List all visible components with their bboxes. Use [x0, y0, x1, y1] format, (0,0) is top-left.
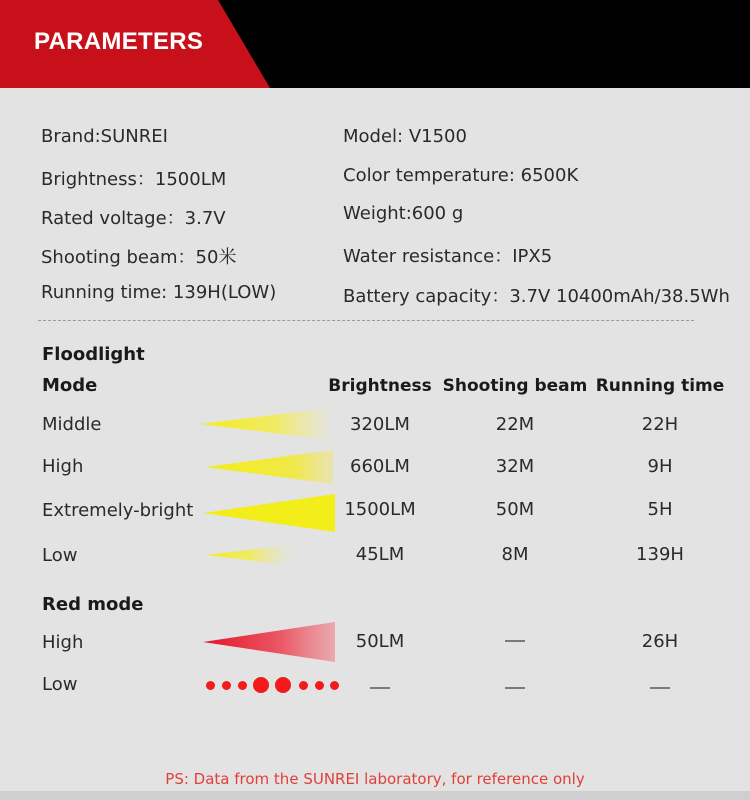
- spec-color-temperature: Color temperature: 6500K: [343, 165, 579, 186]
- red-dot: [222, 681, 231, 690]
- cell-runtime: 139H: [636, 544, 684, 565]
- empty-dash: [650, 687, 670, 689]
- cell-runtime: 5H: [647, 499, 673, 520]
- spec-weight: Weight:600 g: [343, 203, 464, 224]
- red-dot: [206, 681, 215, 690]
- empty-dash: [505, 687, 525, 689]
- spec-model: Model: V1500: [343, 126, 467, 147]
- cell-beam: 50M: [495, 499, 535, 520]
- bottom-bar: [0, 791, 750, 800]
- spec-water-resistance: Water resistance：IPX5: [343, 246, 553, 267]
- floodlight-title: Floodlight: [42, 344, 145, 365]
- column-shooting-beam: Shooting beam: [442, 376, 588, 396]
- cell-brightness: 660LM: [350, 456, 410, 477]
- spec-brand: Brand:SUNREI: [41, 126, 168, 147]
- cell-runtime: 22H: [641, 414, 679, 435]
- row-red-low: Low: [42, 674, 78, 695]
- dashed-divider: [38, 320, 694, 321]
- page-title: PARAMETERS: [34, 28, 204, 55]
- cell-brightness: 50LM: [355, 631, 405, 652]
- empty-dash: [505, 640, 525, 642]
- row-mode-high: High: [42, 456, 84, 477]
- row-mode-low: Low: [42, 545, 78, 566]
- spec-shooting-beam: Shooting beam：50米: [41, 247, 237, 268]
- cell-brightness: 1500LM: [344, 499, 416, 520]
- spec-running-time: Running time: 139H(LOW): [41, 282, 277, 303]
- cell-beam: 22M: [495, 414, 535, 435]
- red-dot: [330, 681, 339, 690]
- cell-beam: 8M: [501, 544, 529, 565]
- mode-header: Mode: [42, 375, 98, 396]
- cell-runtime: 9H: [647, 456, 673, 477]
- column-running-time: Running time: [595, 376, 725, 396]
- footnote: PS: Data from the SUNREI laboratory, for reference only: [165, 770, 585, 788]
- row-red-high: High: [42, 632, 84, 653]
- row-mode-middle: Middle: [42, 414, 102, 435]
- red-dot: [253, 677, 269, 693]
- cell-brightness: 45LM: [355, 544, 405, 565]
- red-dot: [299, 681, 308, 690]
- row-mode-extremely-bright: Extremely-bright: [42, 500, 194, 521]
- spec-battery-capacity: Battery capacity：3.7V 10400mAh/38.5Wh: [343, 286, 730, 307]
- header-bar: [0, 0, 750, 88]
- column-brightness: Brightness: [328, 376, 432, 396]
- yellow-beam-low-icon: [206, 542, 298, 568]
- cell-beam: 32M: [495, 456, 535, 477]
- empty-dash: [370, 687, 390, 689]
- spec-rated-voltage: Rated voltage：3.7V: [41, 208, 226, 229]
- red-dot: [275, 677, 291, 693]
- cell-brightness: 320LM: [350, 414, 410, 435]
- red-dot: [315, 681, 324, 690]
- spec-brightness: Brightness：1500LM: [41, 169, 227, 190]
- red-dot: [238, 681, 247, 690]
- red-mode-title: Red mode: [42, 594, 144, 615]
- cell-runtime: 26H: [641, 631, 679, 652]
